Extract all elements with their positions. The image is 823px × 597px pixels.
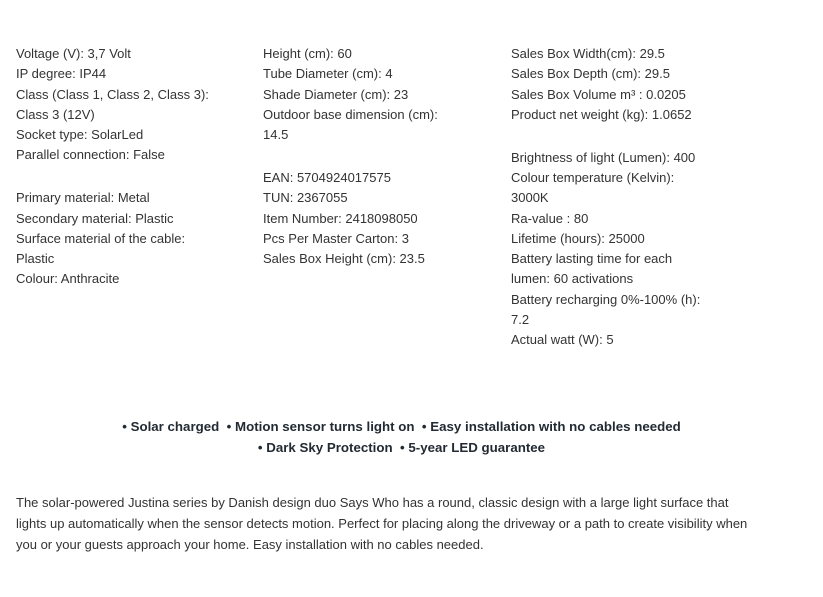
feature-easy-installation: • Easy installation with no cables needed xyxy=(421,419,681,434)
spec-tube-diameter: Tube Diameter (cm): 4 xyxy=(263,66,393,82)
feature-led-guarantee: • 5-year LED guarantee xyxy=(400,440,546,455)
spec-class-label: Class (Class 1, Class 2, Class 3): xyxy=(16,86,209,102)
spec-battery-lasting-label: Battery lasting time for each xyxy=(511,251,673,267)
feature-row-2 xyxy=(0,437,803,458)
group-spacer xyxy=(16,166,231,189)
feature-highlights xyxy=(0,416,803,458)
spec-ean: EAN: 5704924017575 xyxy=(263,169,391,185)
spec-colour: Colour: Anthracite xyxy=(16,271,120,287)
spec-sales-box-height: Sales Box Height (cm): 23.5 xyxy=(263,251,425,267)
spec-outdoor-base-label: Outdoor base dimension (cm): xyxy=(263,106,438,122)
spec-sales-box-depth: Sales Box Depth (cm): 29.5 xyxy=(511,66,670,82)
spec-ip-degree: IP degree: IP44 xyxy=(16,66,107,82)
spec-battery-recharging-value: 7.2 xyxy=(511,312,530,328)
group-spacer xyxy=(511,125,751,148)
spec-socket-type: Socket type: SolarLed xyxy=(16,127,144,143)
specs-column-2 xyxy=(263,44,478,269)
spec-primary-material: Primary material: Metal xyxy=(16,190,150,206)
spec-parallel-connection: Parallel connection: False xyxy=(16,147,165,163)
description-line-1: The solar-powered Justina series by Danish design duo Says Who has a round, classic design with a large light surface that xyxy=(16,495,729,510)
group-spacer xyxy=(263,145,478,168)
feature-motion-sensor: • Motion sensor turns light on xyxy=(226,419,415,434)
spec-brightness: Brightness of light (Lumen): 400 xyxy=(511,149,696,165)
spec-pcs-per-carton: Pcs Per Master Carton: 3 xyxy=(263,230,409,246)
feature-row-1 xyxy=(0,416,803,437)
spec-net-weight: Product net weight (kg): 1.0652 xyxy=(511,106,692,122)
spec-class-value: Class 3 (12V) xyxy=(16,106,95,122)
spec-colour-temperature-value: 3000K xyxy=(511,190,549,206)
spec-battery-lasting-value: lumen: 60 activations xyxy=(511,271,634,287)
product-description xyxy=(16,492,806,555)
description-line-2: lights up automatically when the sensor detects motion. Perfect for placing along the driveway or a path to create visibility when xyxy=(16,516,748,531)
spec-ra-value: Ra-value : 80 xyxy=(511,210,589,226)
spec-voltage: Voltage (V): 3,7 Volt xyxy=(16,46,131,61)
spec-height: Height (cm): 60 xyxy=(263,46,352,61)
feature-dark-sky: • Dark Sky Protection xyxy=(257,440,393,455)
spec-outdoor-base-value: 14.5 xyxy=(263,127,289,143)
spec-shade-diameter: Shade Diameter (cm): 23 xyxy=(263,86,409,102)
description-line-3: you or your guests approach your home. Easy installation with no cables needed. xyxy=(16,537,484,552)
spec-sales-box-volume: Sales Box Volume m³ : 0.0205 xyxy=(511,86,686,102)
spec-secondary-material: Secondary material: Plastic xyxy=(16,210,174,226)
specs-column-3 xyxy=(511,44,751,351)
spec-cable-surface-label: Surface material of the cable: xyxy=(16,230,186,246)
spec-actual-watt: Actual watt (W): 5 xyxy=(511,332,614,348)
feature-solar-charged: • Solar charged xyxy=(122,419,220,434)
spec-tun: TUN: 2367055 xyxy=(263,190,348,206)
spec-lifetime: Lifetime (hours): 25000 xyxy=(511,230,645,246)
spec-item-number: Item Number: 2418098050 xyxy=(263,210,418,226)
specs-column-1 xyxy=(16,44,231,290)
spec-cable-surface-value: Plastic xyxy=(16,251,55,267)
spec-sales-box-width: Sales Box Width(cm): 29.5 xyxy=(511,46,665,61)
spec-colour-temperature-label: Colour temperature (Kelvin): xyxy=(511,169,675,185)
spec-battery-recharging-label: Battery recharging 0%-100% (h): xyxy=(511,291,701,307)
